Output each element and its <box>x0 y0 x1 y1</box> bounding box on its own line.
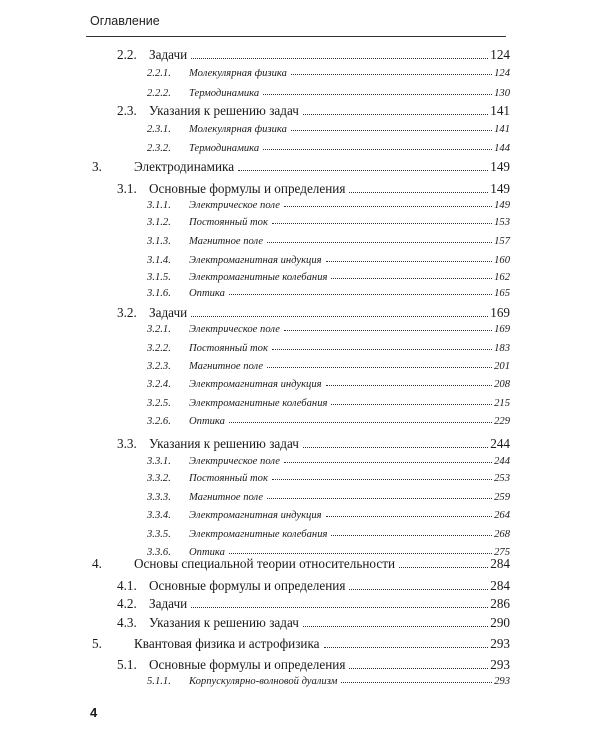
toc-entry-3-1 <box>117 181 510 197</box>
toc-entry-page: 141 <box>490 103 510 118</box>
toc-entry-page: 253 <box>494 473 510 484</box>
toc-entry-title: Указания к решению задач <box>149 103 299 118</box>
toc-entry-title: Термодинамика <box>189 143 260 154</box>
toc-entry-page: 208 <box>494 379 510 390</box>
toc-entry-number: 4.3. <box>117 615 137 630</box>
page-number: 4 <box>90 705 98 720</box>
leader-dots <box>349 589 488 590</box>
toc-entry-title: Молекулярная физика <box>189 68 287 79</box>
toc-entry-page: 293 <box>490 657 510 672</box>
leader-dots <box>349 192 488 193</box>
toc-entry-4-1 <box>117 578 510 594</box>
leader-dots <box>284 462 492 463</box>
toc-entry-number: 3.3.6. <box>147 547 171 558</box>
toc-entry-title: Оптика <box>189 288 225 299</box>
toc-entry-number: 3.3.1. <box>147 456 171 467</box>
toc-entry-number: 3.2.3. <box>147 361 171 372</box>
leader-dots <box>267 367 492 368</box>
toc-entry-5-1-1 <box>147 676 510 687</box>
toc-entry-page: 284 <box>490 578 510 593</box>
toc-entry-title: Квантовая физика и астрофизика <box>134 636 320 651</box>
leader-dots <box>284 330 492 331</box>
toc-entry-2-2-1 <box>147 68 510 79</box>
leader-dots <box>263 94 492 95</box>
toc-entry-title: Магнитное поле <box>189 361 264 372</box>
toc-entry-number: 3.2.1. <box>147 324 171 335</box>
toc-entry-title: Указания к решению задач <box>149 615 299 630</box>
toc-entry-4-3 <box>117 615 510 631</box>
leader-dots <box>399 567 488 568</box>
toc-entry-3-1-1 <box>147 200 510 211</box>
toc-entry-title: Магнитное поле <box>189 236 264 247</box>
leader-dots <box>291 74 492 75</box>
toc-entry-number: 3.2. <box>117 305 137 320</box>
toc-entry-page: 264 <box>494 510 510 521</box>
leader-dots <box>238 170 488 171</box>
toc-entry-3-3-4 <box>147 510 510 521</box>
toc-entry-number: 3.1. <box>117 181 137 196</box>
leader-dots <box>331 404 492 405</box>
toc-entry-number: 2.2.1. <box>147 68 171 79</box>
toc-entry-title: Постоянный ток <box>189 343 268 354</box>
toc-entry-number: 2.3.1. <box>147 124 171 135</box>
running-header: Оглавление <box>90 14 160 28</box>
toc-entry-page: 141 <box>494 124 510 135</box>
toc-entry-title: Электромагнитная индукция <box>189 255 322 266</box>
toc-entry-title: Молекулярная физика <box>189 124 287 135</box>
leader-dots <box>349 668 488 669</box>
toc-entry-number: 3.2.4. <box>147 379 171 390</box>
toc-entry-number: 3.2.6. <box>147 416 171 427</box>
toc-entry-number: 2.3. <box>117 103 137 118</box>
toc-entry-4 <box>92 556 510 572</box>
toc-entry-3-3-5 <box>147 529 510 540</box>
toc-entry-5-1 <box>117 657 510 673</box>
toc-entry-number: 3.1.5. <box>147 272 171 283</box>
toc-entry-title: Корпускулярно-волновой дуализм <box>189 676 338 687</box>
toc-entry-3-1-2 <box>147 217 510 228</box>
toc-entry-number: 3.1.4. <box>147 255 171 266</box>
toc-entry-page: 244 <box>494 456 510 467</box>
leader-dots <box>326 385 493 386</box>
toc-entry-title: Основные формулы и определения <box>149 578 346 593</box>
toc-entry-title: Электрическое поле <box>189 324 280 335</box>
toc-entry-title: Задачи <box>149 47 188 62</box>
toc-entry-number: 3. <box>92 159 102 174</box>
toc-entry-title: Постоянный ток <box>189 217 268 228</box>
toc-entry-2-3-2 <box>147 143 510 154</box>
toc-entry-3 <box>92 159 510 175</box>
leader-dots <box>267 498 492 499</box>
toc-entry-number: 2.3.2. <box>147 143 171 154</box>
toc-entry-title: Оптика <box>189 547 225 558</box>
toc-entry-page: 215 <box>494 398 510 409</box>
leader-dots <box>324 647 489 648</box>
toc-entry-page: 149 <box>490 181 510 196</box>
leader-dots <box>229 294 492 295</box>
toc-entry-3-3 <box>117 436 510 452</box>
toc-entry-number: 2.2. <box>117 47 137 62</box>
toc-entry-page: 183 <box>494 343 510 354</box>
leader-dots <box>291 130 492 131</box>
toc-entry-3-2-4 <box>147 379 510 390</box>
toc-entry-title: Основы специальной теории относительности <box>134 556 396 571</box>
toc-entry-3-2-1 <box>147 324 510 335</box>
toc-entry-number: 3.3. <box>117 436 137 451</box>
toc-entry-title: Магнитное поле <box>189 492 264 503</box>
toc-entry-number: 2.2.2. <box>147 88 171 99</box>
toc-entry-page: 290 <box>490 615 510 630</box>
leader-dots <box>326 516 493 517</box>
leader-dots <box>272 223 492 224</box>
toc-entry-page: 275 <box>494 547 510 558</box>
leader-dots <box>191 58 488 59</box>
toc-entry-page: 130 <box>494 88 510 99</box>
toc-entry-title: Термодинамика <box>189 88 260 99</box>
toc-entry-title: Электромагнитные колебания <box>189 529 328 540</box>
toc-entry-2-2-2 <box>147 88 510 99</box>
toc-entry-number: 3.3.5. <box>147 529 171 540</box>
toc-entry-title: Электрическое поле <box>189 200 280 211</box>
toc-entry-3-1-4 <box>147 255 510 266</box>
toc-entry-3-1-6 <box>147 288 510 299</box>
toc-entry-title: Задачи <box>149 305 188 320</box>
toc-entry-3-3-1 <box>147 456 510 467</box>
toc-entry-page: 162 <box>494 272 510 283</box>
leader-dots <box>229 422 492 423</box>
toc-entry-page: 286 <box>490 596 510 611</box>
toc-entry-page: 124 <box>490 47 510 62</box>
toc-entry-number: 3.2.2. <box>147 343 171 354</box>
toc-entry-2-3 <box>117 103 510 119</box>
toc-entry-title: Электрическое поле <box>189 456 280 467</box>
toc-entry-page: 259 <box>494 492 510 503</box>
toc-entry-page: 284 <box>490 556 510 571</box>
toc-entry-number: 4.2. <box>117 596 137 611</box>
toc-entry-number: 3.1.1. <box>147 200 171 211</box>
leader-dots <box>263 149 492 150</box>
toc-entry-number: 5. <box>92 636 102 651</box>
leader-dots <box>272 479 492 480</box>
toc-entry-2-2 <box>117 47 510 63</box>
toc-entry-page: 160 <box>494 255 510 266</box>
toc-entry-page: 169 <box>494 324 510 335</box>
toc-entry-number: 3.3.3. <box>147 492 171 503</box>
toc-entry-page: 149 <box>490 159 510 174</box>
toc-entry-number: 5.1.1. <box>147 676 171 687</box>
toc-entry-3-3-2 <box>147 473 510 484</box>
toc-entry-title: Электродинамика <box>134 159 235 174</box>
toc-entry-3-2-5 <box>147 398 510 409</box>
toc-entry-title: Электромагнитная индукция <box>189 510 322 521</box>
toc-entry-page: 169 <box>490 305 510 320</box>
toc-entry-number: 4.1. <box>117 578 137 593</box>
toc-entry-3-1-5 <box>147 272 510 283</box>
toc-entry-number: 3.1.6. <box>147 288 171 299</box>
toc-entry-3-2 <box>117 305 510 321</box>
toc-entry-page: 165 <box>494 288 510 299</box>
leader-dots <box>191 316 488 317</box>
toc-entry-number: 3.2.5. <box>147 398 171 409</box>
leader-dots <box>303 447 488 448</box>
toc-entry-number: 5.1. <box>117 657 137 672</box>
leader-dots <box>303 626 488 627</box>
toc-entry-title: Электромагнитные колебания <box>189 272 328 283</box>
toc-entry-3-2-3 <box>147 361 510 372</box>
leader-dots <box>267 242 492 243</box>
toc-entry-page: 124 <box>494 68 510 79</box>
toc-entry-title: Оптика <box>189 416 225 427</box>
leader-dots <box>303 114 488 115</box>
toc-entry-title: Указания к решению задач <box>149 436 299 451</box>
toc-entry-number: 3.1.3. <box>147 236 171 247</box>
toc-entry-3-1-3 <box>147 236 510 247</box>
toc-entry-2-3-1 <box>147 124 510 135</box>
toc-entry-title: Основные формулы и определения <box>149 657 346 672</box>
toc-entry-page: 201 <box>494 361 510 372</box>
leader-dots <box>284 206 492 207</box>
toc-entry-number: 3.3.4. <box>147 510 171 521</box>
leader-dots <box>341 682 492 683</box>
toc-entry-number: 4. <box>92 556 102 571</box>
toc-entry-5 <box>92 636 510 652</box>
toc-entry-page: 144 <box>494 143 510 154</box>
toc-entry-page: 293 <box>494 676 510 687</box>
leader-dots <box>191 607 488 608</box>
toc-entry-title: Электромагнитная индукция <box>189 379 322 390</box>
toc-entry-title: Задачи <box>149 596 188 611</box>
toc-entry-title: Основные формулы и определения <box>149 181 346 196</box>
toc-entry-3-3-3 <box>147 492 510 503</box>
toc-entry-3-2-6 <box>147 416 510 427</box>
toc-entry-page: 268 <box>494 529 510 540</box>
toc-entry-page: 229 <box>494 416 510 427</box>
leader-dots <box>272 349 492 350</box>
toc-entry-4-2 <box>117 596 510 612</box>
toc-entry-page: 293 <box>490 636 510 651</box>
toc-entry-page: 157 <box>494 236 510 247</box>
toc-entry-page: 153 <box>494 217 510 228</box>
toc-entry-page: 149 <box>494 200 510 211</box>
leader-dots <box>331 278 492 279</box>
toc-entry-page: 244 <box>490 436 510 451</box>
leader-dots <box>326 261 493 262</box>
leader-dots <box>229 553 492 554</box>
toc-entry-title: Постоянный ток <box>189 473 268 484</box>
toc-entry-title: Электромагнитные колебания <box>189 398 328 409</box>
toc-entry-number: 3.3.2. <box>147 473 171 484</box>
toc-entry-3-2-2 <box>147 343 510 354</box>
leader-dots <box>331 535 492 536</box>
toc-entry-number: 3.1.2. <box>147 217 171 228</box>
